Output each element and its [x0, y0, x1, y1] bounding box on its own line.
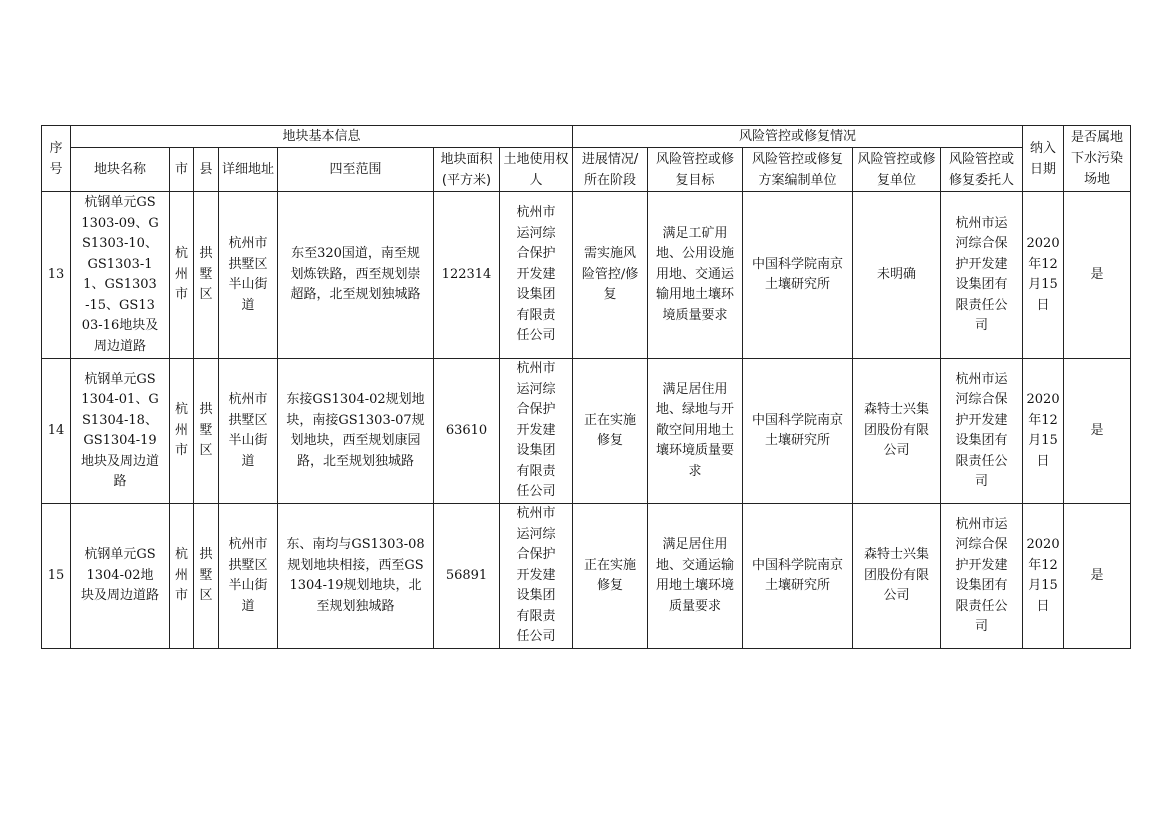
cell-site-name: 杭钢单元GS1303-09、GS1303-10、GS1303-11、GS1303-15、GS1303-16地块及周边道路	[71, 192, 170, 359]
table-row	[42, 192, 1131, 359]
header-county: 县	[194, 148, 219, 192]
cell-area: 63610	[434, 359, 500, 504]
cell-site-name: 杭钢单元GS1304-01、GS1304-18、GS1304-19地块及周边道路	[71, 359, 170, 504]
table-row	[42, 504, 1131, 649]
cell-groundwater: 是	[1064, 359, 1131, 504]
cell-county: 拱墅区	[194, 192, 219, 359]
cell-client: 杭州市运河综合保护开发建设集团有限责任公司	[941, 359, 1023, 504]
cell-client: 杭州市运河综合保护开发建设集团有限责任公司	[941, 192, 1023, 359]
cell-boundary: 东至320国道，南至规划炼铁路，西至规划崇超路，北至规划独城路	[278, 192, 434, 359]
header-client: 风险管控或修复委托人	[941, 148, 1023, 192]
cell-seq: 15	[42, 504, 71, 649]
cell-area: 122314	[434, 192, 500, 359]
header-site-name: 地块名称	[71, 148, 170, 192]
cell-boundary: 东、南均与GS1303-08规划地块相接，西至GS1304-19规划地块，北至规划独城路	[278, 504, 434, 649]
header-remediation-unit: 风险管控或修复单位	[853, 148, 941, 192]
header-boundary: 四至范围	[278, 148, 434, 192]
cell-plan-unit: 中国科学院南京土壤研究所	[743, 359, 853, 504]
header-target: 风险管控或修复目标	[648, 148, 743, 192]
cell-area: 56891	[434, 504, 500, 649]
header-city: 市	[170, 148, 194, 192]
cell-groundwater: 是	[1064, 192, 1131, 359]
cell-remediation-unit: 森特士兴集团股份有限公司	[853, 504, 941, 649]
cell-county: 拱墅区	[194, 504, 219, 649]
cell-county: 拱墅区	[194, 359, 219, 504]
cell-groundwater: 是	[1064, 504, 1131, 649]
cell-remediation-unit: 森特士兴集团股份有限公司	[853, 359, 941, 504]
cell-city: 杭州市	[170, 192, 194, 359]
contaminated-sites-table	[41, 125, 1131, 649]
header-risk-control: 风险管控或修复情况	[573, 126, 1023, 148]
cell-progress: 正在实施修复	[573, 504, 648, 649]
cell-target: 满足工矿用地、公用设施用地、交通运输用地土壤环境质量要求	[648, 192, 743, 359]
table-row	[42, 359, 1131, 504]
cell-land-user: 杭州市运河综合保护开发建设集团有限责任公司	[500, 504, 573, 649]
header-area: 地块面积(平方米)	[434, 148, 500, 192]
cell-land-user: 杭州市运河综合保护开发建设集团有限责任公司	[500, 359, 573, 504]
cell-progress: 需实施风险管控/修复	[573, 192, 648, 359]
cell-city: 杭州市	[170, 504, 194, 649]
cell-land-user: 杭州市运河综合保护开发建设集团有限责任公司	[500, 192, 573, 359]
cell-seq: 13	[42, 192, 71, 359]
cell-address: 杭州市拱墅区半山街道	[219, 192, 278, 359]
header-address: 详细地址	[219, 148, 278, 192]
cell-client: 杭州市运河综合保护开发建设集团有限责任公司	[941, 504, 1023, 649]
header-plan-unit: 风险管控或修复方案编制单位	[743, 148, 853, 192]
header-land-user: 土地使用权人	[500, 148, 573, 192]
cell-progress: 正在实施修复	[573, 359, 648, 504]
cell-remediation-unit: 未明确	[853, 192, 941, 359]
cell-date: 2020年12月15日	[1023, 359, 1064, 504]
cell-address: 杭州市拱墅区半山街道	[219, 504, 278, 649]
cell-seq: 14	[42, 359, 71, 504]
cell-date: 2020年12月15日	[1023, 192, 1064, 359]
cell-target: 满足居住用地、绿地与开敞空间用地土壤环境质量要求	[648, 359, 743, 504]
cell-city: 杭州市	[170, 359, 194, 504]
header-basic-info: 地块基本信息	[71, 126, 573, 148]
cell-plan-unit: 中国科学院南京土壤研究所	[743, 192, 853, 359]
header-included-date: 纳入日期	[1023, 126, 1064, 192]
cell-plan-unit: 中国科学院南京土壤研究所	[743, 504, 853, 649]
header-progress: 进展情况/所在阶段	[573, 148, 648, 192]
cell-address: 杭州市拱墅区半山街道	[219, 359, 278, 504]
cell-boundary: 东接GS1304-02规划地块，南接GS1303-07规划地块，西至规划康园路，北至规划独城路	[278, 359, 434, 504]
cell-date: 2020年12月15日	[1023, 504, 1064, 649]
cell-site-name: 杭钢单元GS1304-02地块及周边道路	[71, 504, 170, 649]
header-seq: 序号	[42, 126, 71, 192]
cell-target: 满足居住用地、交通运输用地土壤环境质量要求	[648, 504, 743, 649]
header-groundwater: 是否属地下水污染场地	[1064, 126, 1131, 192]
